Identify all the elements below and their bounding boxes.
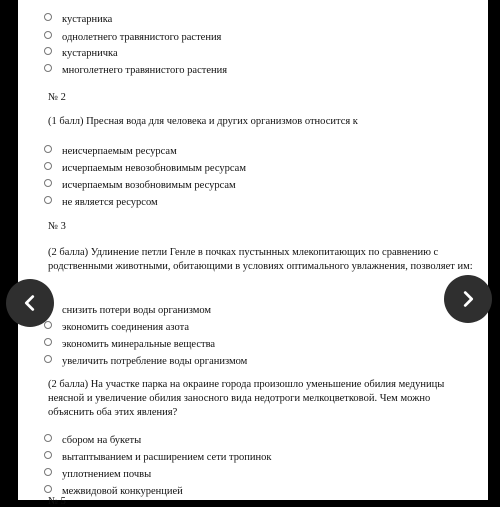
option-label: снизить потери воды организмом xyxy=(62,305,212,316)
option-label: исчерпаемым возобновимым ресурсам xyxy=(62,180,236,191)
option-label: увеличить потребление воды организмом xyxy=(62,356,248,367)
q2-option-4[interactable] xyxy=(62,196,158,209)
q1-option-4[interactable] xyxy=(62,64,227,77)
q3-option-2[interactable] xyxy=(62,321,189,334)
option-label: многолетнего травянистого растения xyxy=(62,65,228,76)
option-label: уплотнением почвы xyxy=(62,469,152,480)
prev-button[interactable] xyxy=(6,279,54,327)
option-label: экономить минеральные вещества xyxy=(62,339,216,350)
option-label: вытаптыванием и расширением сети тропинок xyxy=(62,452,272,463)
question-text: (1 балл) Пресная вода для человека и других организмов относится к xyxy=(48,116,358,127)
quiz-page xyxy=(18,0,488,507)
option-label: не является ресурсом xyxy=(62,197,158,208)
question-number: № 3 xyxy=(48,221,66,232)
question-text: (2 балла) На участке парка на окраине города произошло уменьшение обилия медуницы неясной и увеличение обилия заносного вида недотроги мелкоцветковой. Чем можно объяснить оба этих явления? xyxy=(48,379,445,418)
radio-button[interactable] xyxy=(44,145,52,153)
radio-button[interactable] xyxy=(44,179,52,187)
q1-option-1[interactable] xyxy=(62,13,112,26)
chevron-right-icon xyxy=(457,288,479,310)
next-button[interactable] xyxy=(444,275,492,323)
option-label: неисчерпаемым ресурсам xyxy=(62,146,177,157)
q2-option-2[interactable] xyxy=(62,162,246,175)
q1-option-2[interactable] xyxy=(62,31,221,44)
q3-option-1[interactable] xyxy=(62,304,211,317)
q4-option-1[interactable] xyxy=(62,434,141,447)
question-number: № 5 xyxy=(48,496,66,507)
option-label: кустарничка xyxy=(62,48,118,59)
radio-button[interactable] xyxy=(44,485,52,493)
chevron-left-icon xyxy=(19,292,41,314)
q3-option-4[interactable] xyxy=(62,355,247,368)
radio-button[interactable] xyxy=(44,355,52,363)
radio-button[interactable] xyxy=(44,47,52,55)
q1-option-3[interactable] xyxy=(62,47,118,60)
question-text: (2 балла) Удлинение петли Генле в почках пустынных млекопитающих по сравнению с родственными животными, обитающими в условиях оптимального увлажнения, позволяет им: xyxy=(48,247,473,272)
option-label: кустарника xyxy=(62,14,113,25)
option-label: межвидовой конкуренцией xyxy=(62,486,183,497)
radio-button[interactable] xyxy=(44,196,52,204)
q4-option-2[interactable] xyxy=(62,451,271,464)
radio-button[interactable] xyxy=(44,321,52,329)
q4-option-4[interactable] xyxy=(62,485,183,498)
radio-button[interactable] xyxy=(44,451,52,459)
radio-button[interactable] xyxy=(44,338,52,346)
q3-option-3[interactable] xyxy=(62,338,215,351)
question-number: № 2 xyxy=(48,92,66,103)
q2-option-1[interactable] xyxy=(62,145,177,158)
q4-option-3[interactable] xyxy=(62,468,151,481)
radio-button[interactable] xyxy=(44,468,52,476)
radio-button[interactable] xyxy=(44,162,52,170)
radio-button[interactable] xyxy=(44,13,52,21)
radio-button[interactable] xyxy=(44,64,52,72)
q2-option-3[interactable] xyxy=(62,179,236,192)
option-label: экономить соединения азота xyxy=(62,322,189,333)
option-label: исчерпаемым невозобновимым ресурсам xyxy=(62,163,246,174)
option-label: однолетнего травянистого растения xyxy=(62,32,222,43)
radio-button[interactable] xyxy=(44,434,52,442)
option-label: сбором на букеты xyxy=(62,435,142,446)
radio-button[interactable] xyxy=(44,31,52,39)
